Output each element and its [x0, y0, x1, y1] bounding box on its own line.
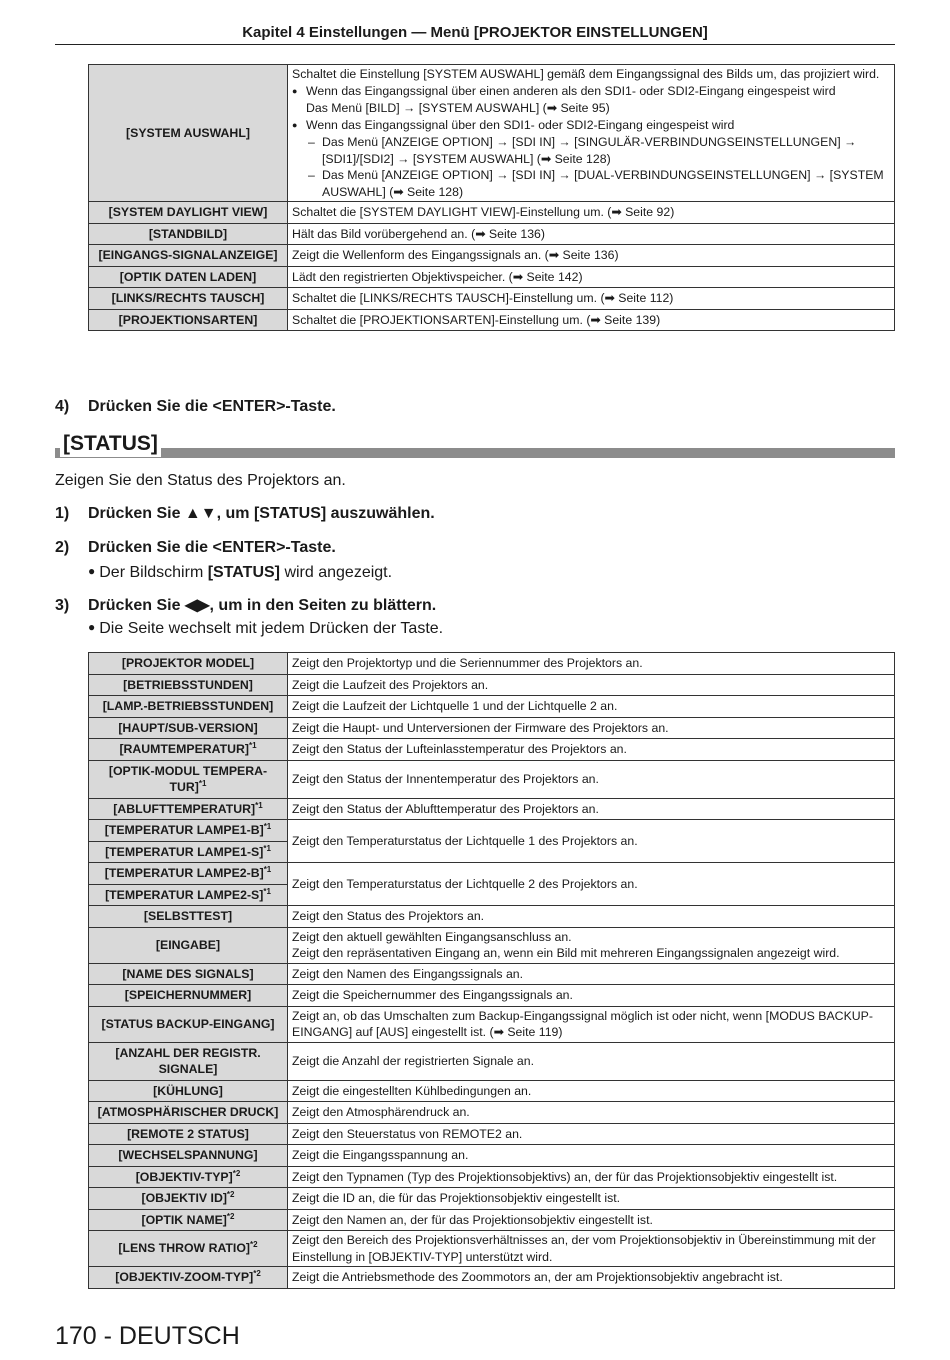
- table-key: [NAME DES SIGNALS]: [89, 963, 288, 985]
- desc-subbullet: – Das Menü [ANZEIGE OPTION] → [SDI IN] → [SINGULÄR-VERBINDUNGSEINSTELLUNGEN] → [SDI1]/[SDI2] → [SYSTEM AUSWAHL] (➡ Seite 128): [292, 134, 890, 167]
- table-desc: Zeigt die Antriebsmethode des Zoommotors an, der am Projektionsobjektiv angebracht ist.: [288, 1267, 895, 1289]
- footnote-mark: *1: [263, 843, 271, 853]
- table-row: [89, 1042, 895, 1080]
- table-row: [89, 309, 895, 331]
- table-key: [89, 798, 288, 820]
- table-row: [89, 906, 895, 928]
- page-footer: 170 - DEUTSCH: [55, 1322, 240, 1350]
- table-key: [STANDBILD]: [89, 223, 288, 245]
- table-row: [89, 202, 895, 224]
- table-key: [89, 1231, 288, 1267]
- step-text: Drücken Sie die <ENTER>-Taste.: [88, 539, 336, 556]
- table-desc: Zeigt den Temperaturstatus der Lichtquelle 2 des Projektors an.: [288, 863, 895, 906]
- footnote-mark: *1: [263, 886, 271, 896]
- table-key: [SYSTEM AUSWAHL]: [89, 65, 288, 202]
- step-3: [55, 595, 436, 615]
- table-row: [89, 65, 895, 202]
- table-desc: Zeigt den Temperaturstatus der Lichtquelle 1 des Projektors an.: [288, 820, 895, 863]
- table-desc: Zeigt den Status der Lufteinlasstemperatur des Projektors an.: [288, 739, 895, 761]
- step-4: [55, 398, 336, 416]
- key-label: [TEMPERATUR LAMPE2-S]: [105, 887, 264, 902]
- desc-text: Schaltet die Einstellung [SYSTEM AUSWAHL] gemäß dem Eingangssignal des Bilds um, das projiziert wird.: [292, 67, 880, 81]
- table-row: [89, 1145, 895, 1167]
- table-key: [KÜHLUNG]: [89, 1080, 288, 1102]
- footnote-mark: *2: [250, 1240, 258, 1250]
- table-key: [SPEICHERNUMMER]: [89, 985, 288, 1007]
- key-label: [TEMPERATUR LAMPE2-B]: [104, 866, 264, 880]
- footnote-mark: *1: [249, 740, 257, 750]
- table-key: [89, 1166, 288, 1188]
- table-key: [BETRIEBSSTUNDEN]: [89, 674, 288, 696]
- footnote-mark: *1: [255, 800, 263, 810]
- key-label: [ABLUFTTEMPERATUR]: [113, 801, 256, 816]
- step-text: Drücken Sie ◀▶, um in den Seiten zu blättern.: [88, 597, 437, 614]
- step-number: 4): [55, 398, 70, 415]
- table-desc: Lädt den registrierten Objektivspeicher. (➡ Seite 142): [288, 266, 895, 288]
- table-key: [PROJEKTIONSARTEN]: [89, 309, 288, 331]
- table-row: [89, 927, 895, 963]
- table-desc: Zeigt an, ob das Umschalten zum Backup-Eingangssignal möglich ist oder nicht, wenn [MODUS BACKUP-EINGANG] auf [AUS] eingestellt ist. (➡ Seite 119): [288, 1006, 895, 1042]
- table-desc: Zeigt den Namen des Eingangssignals an.: [288, 963, 895, 985]
- table-row: [89, 696, 895, 718]
- table-row: [89, 1080, 895, 1102]
- table-desc: Zeigt die Eingangsspannung an.: [288, 1145, 895, 1167]
- table-key: [LINKS/RECHTS TAUSCH]: [89, 288, 288, 310]
- table-row: [89, 1006, 895, 1042]
- key-label: [OBJEKTIV-ZOOM-TYP]: [115, 1270, 254, 1284]
- note-text: wird angezeigt.: [280, 564, 393, 581]
- key-label: [OBJEKTIV ID]: [141, 1191, 227, 1205]
- table-desc: Zeigt die Speichernummer des Eingangssignals an.: [288, 985, 895, 1007]
- table-row: [89, 1102, 895, 1124]
- step-2-note: [88, 564, 392, 582]
- table-key: [89, 1188, 288, 1210]
- table-row: [89, 1209, 895, 1231]
- table-desc: Zeigt den Bereich des Projektionsverhältnisses an, der vom Projektionsobjektiv in Übereinstimmung mit der Einstellung in [OBJEKTIV-TYP] unterstützt wird.: [288, 1231, 895, 1267]
- table-desc: Zeigt den Atmosphärendruck an.: [288, 1102, 895, 1124]
- note-text: Der Bildschirm: [99, 564, 208, 581]
- table-key: [EINGABE]: [89, 927, 288, 963]
- table-key: [89, 1209, 288, 1231]
- table-desc: Zeigt die ID an, die für das Projektionsobjektiv eingestellt ist.: [288, 1188, 895, 1210]
- section-title: [STATUS]: [60, 431, 161, 457]
- key-label: [OPTIK NAME]: [141, 1212, 227, 1227]
- section-heading: [55, 431, 895, 459]
- table-key: [89, 820, 288, 842]
- key-label: [RAUMTEMPERATUR]: [119, 742, 249, 756]
- step-number: 1): [55, 505, 70, 522]
- note-bold: [STATUS]: [207, 564, 280, 581]
- chapter-header: Kapitel 4 Einstellungen — Menü [PROJEKTOR EINSTELLUNGEN]: [242, 24, 708, 41]
- table-desc: Zeigt die Haupt- und Unterversionen der Firmware des Projektors an.: [288, 717, 895, 739]
- table-desc: Hält das Bild vorübergehend an. (➡ Seite 136): [288, 223, 895, 245]
- table-row: [89, 798, 895, 820]
- table-key: [REMOTE 2 STATUS]: [89, 1123, 288, 1145]
- table-row: [89, 760, 895, 798]
- table-row: [89, 739, 895, 761]
- header-divider: [55, 44, 895, 45]
- desc-bullet: ● Wenn das Eingangssignal über einen anderen als den SDI1- oder SDI2-Eingang eingespeist wird: [292, 83, 890, 101]
- footnote-mark: *2: [226, 1189, 235, 1199]
- table-row: [89, 1188, 895, 1210]
- table-row: [89, 820, 895, 842]
- table-key: [LAMP.-BETRIEBSSTUNDEN]: [89, 696, 288, 718]
- table-row: [89, 266, 895, 288]
- desc-text: Das Menü [BILD] → [SYSTEM AUSWAHL] (➡ Seite 95): [306, 101, 610, 115]
- table-key: [PROJEKTOR MODEL]: [89, 653, 288, 675]
- table-desc: Schaltet die [SYSTEM DAYLIGHT VIEW]-Einstellung um. (➡ Seite 92): [288, 202, 895, 224]
- table-key: [OPTIK DATEN LADEN]: [89, 266, 288, 288]
- table-key: [WECHSELSPANNUNG]: [89, 1145, 288, 1167]
- table-desc: Zeigt den Steuerstatus von REMOTE2 an.: [288, 1123, 895, 1145]
- section-intro: Zeigen Sie den Status des Projektors an.: [55, 472, 346, 489]
- desc-bullet: ● Wenn das Eingangssignal über den SDI1- oder SDI2-Eingang eingespeist wird: [292, 117, 890, 135]
- table-desc: Zeigt den Typnamen (Typ des Projektionsobjektivs) an, der für das Projektionsobjektiv eingestellt ist.: [288, 1166, 895, 1188]
- table-key: [ANZAHL DER REGISTR. SIGNALE]: [89, 1042, 288, 1080]
- table-desc: Zeigt den Status der Ablufttemperatur des Projektors an.: [288, 798, 895, 820]
- step-2: [55, 539, 336, 557]
- step-number: 2): [55, 539, 70, 556]
- table-key: [SELBSTTEST]: [89, 906, 288, 928]
- table-row: [89, 1267, 895, 1289]
- table-row: [89, 1123, 895, 1145]
- table-row: [89, 223, 895, 245]
- table-desc: [288, 927, 895, 963]
- table-row: [89, 653, 895, 675]
- table-key: [89, 760, 288, 798]
- table-key: [EINGANGS-SIGNALANZEIGE]: [89, 245, 288, 267]
- table-row: [89, 1166, 895, 1188]
- table-row: [89, 963, 895, 985]
- table-desc: Zeigt den Status des Projektors an.: [288, 906, 895, 928]
- desc-subbullet: – Das Menü [ANZEIGE OPTION] → [SDI IN] → [DUAL-VERBINDUNGSEINSTELLUNGEN] → [SYSTEM AUSWAHL] (➡ Seite 128): [292, 167, 890, 200]
- status-table: [88, 652, 895, 1289]
- step-3-note: ● Die Seite wechselt mit jedem Drücken der Taste.: [88, 620, 443, 638]
- table-row: [89, 985, 895, 1007]
- table-desc: Zeigt die Laufzeit des Projektors an.: [288, 674, 895, 696]
- step-1: [55, 505, 435, 523]
- table-key: [ATMOSPHÄRISCHER DRUCK]: [89, 1102, 288, 1124]
- table-desc: Zeigt die Anzahl der registrierten Signale an.: [288, 1042, 895, 1080]
- table-desc: Zeigt den Projektortyp und die Seriennummer des Projektors an.: [288, 653, 895, 675]
- footnote-mark: *2: [232, 1168, 241, 1178]
- step-text: Drücken Sie ▲▼, um [STATUS] auszuwählen.: [88, 505, 435, 522]
- footnote-mark: *2: [253, 1268, 261, 1278]
- table-row: [89, 1231, 895, 1267]
- table-key: [89, 739, 288, 761]
- table-key: [89, 841, 288, 863]
- table-desc: Zeigt die Wellenform des Eingangssignals an. (➡ Seite 136): [288, 245, 895, 267]
- table-desc: Zeigt die Laufzeit der Lichtquelle 1 und der Lichtquelle 2 an.: [288, 696, 895, 718]
- desc-line: Zeigt den aktuell gewählten Eingangsanschluss an.: [292, 929, 572, 944]
- table-key: [HAUPT/SUB-VERSION]: [89, 717, 288, 739]
- table-desc: Schaltet die [LINKS/RECHTS TAUSCH]-Einstellung um. (➡ Seite 112): [288, 288, 895, 310]
- table-key: [SYSTEM DAYLIGHT VIEW]: [89, 202, 288, 224]
- footnote-mark: *1: [263, 864, 272, 874]
- key-label: [TEMPERATUR LAMPE1-B]: [104, 823, 264, 837]
- table-row: [89, 717, 895, 739]
- key-label: [OPTIK-MODUL TEMPERATUR]: [108, 763, 268, 794]
- table-key: [89, 884, 288, 906]
- table-row: [89, 674, 895, 696]
- footnote-mark: *2: [226, 1211, 235, 1221]
- table-row: [89, 288, 895, 310]
- table-key: [STATUS BACKUP-EINGANG]: [89, 1006, 288, 1042]
- footnote-mark: *1: [198, 778, 207, 788]
- table-key: [89, 1267, 288, 1289]
- table-desc: Zeigt die eingestellten Kühlbedingungen an.: [288, 1080, 895, 1102]
- table-desc: Zeigt den Status der Innentemperatur des Projektors an.: [288, 760, 895, 798]
- table-row: [89, 863, 895, 885]
- section-heading-bar: [55, 448, 895, 458]
- key-label: [OBJEKTIV-TYP]: [135, 1169, 233, 1184]
- footnote-mark: *1: [263, 821, 272, 831]
- step-text: Drücken Sie die <ENTER>-Taste.: [88, 398, 336, 415]
- desc-line: Zeigt den repräsentativen Eingang an, wenn ein Bild mit mehreren Eingangssignalen angezeigt wird.: [292, 946, 840, 960]
- table-key: [89, 863, 288, 885]
- menu-items-table: [88, 64, 895, 331]
- table-desc: [288, 65, 895, 202]
- table-row: [89, 245, 895, 267]
- key-label: [LENS THROW RATIO]: [118, 1241, 251, 1256]
- table-desc: Zeigt den Namen an, der für das Projektionsobjektiv eingestellt ist.: [288, 1209, 895, 1231]
- step-number: 3): [55, 597, 70, 614]
- table-desc: Schaltet die [PROJEKTIONSARTEN]-Einstellung um. (➡ Seite 139): [288, 309, 895, 331]
- key-label: [TEMPERATUR LAMPE1-S]: [105, 844, 264, 859]
